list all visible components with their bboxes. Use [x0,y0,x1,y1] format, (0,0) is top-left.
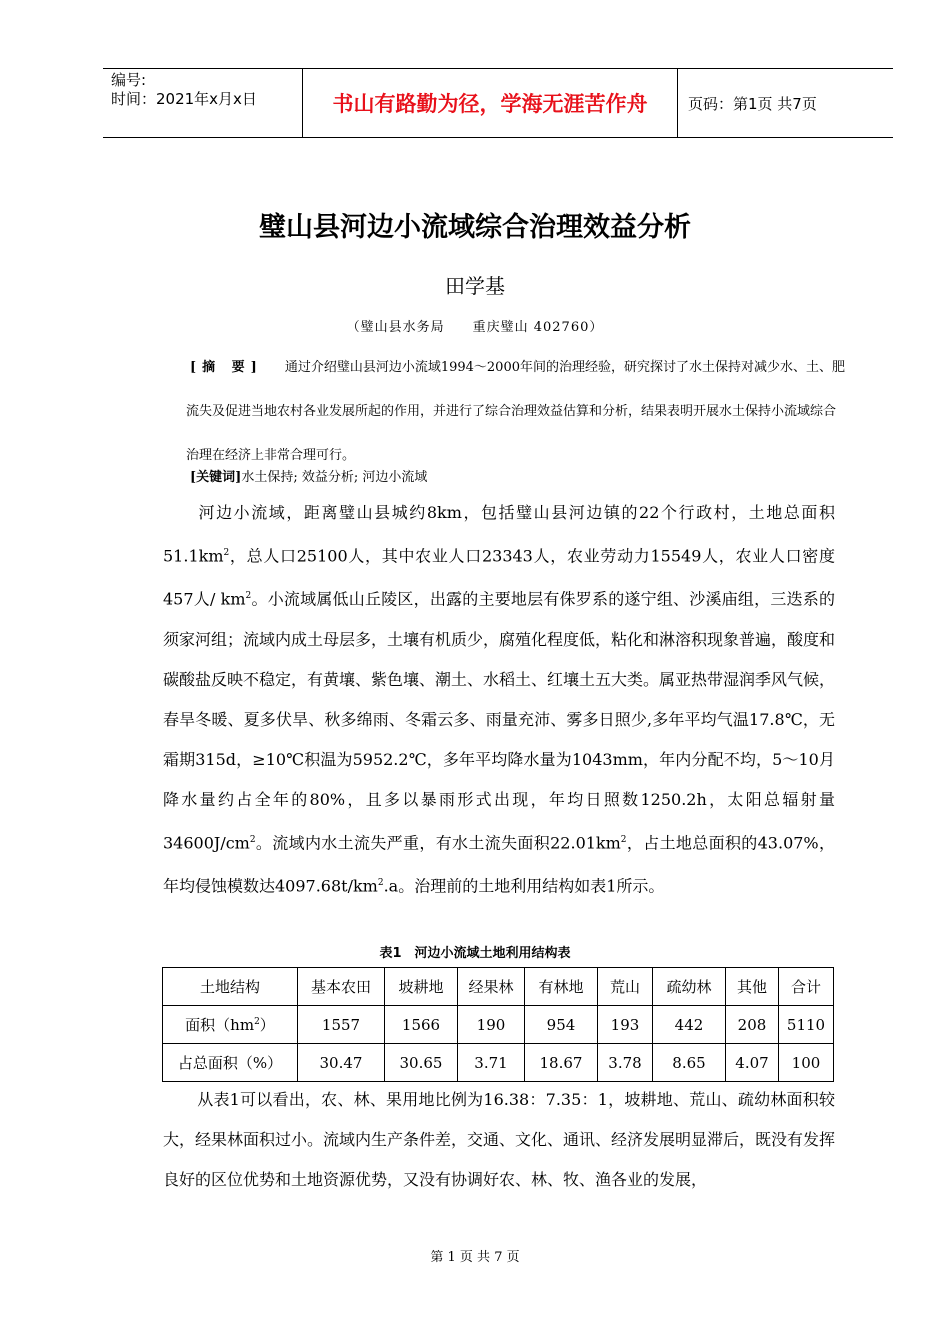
keywords [190,466,427,485]
table-cell: 30.47 [298,1044,385,1082]
abstract [186,346,846,478]
page-header [103,68,893,138]
table-header-cell: 经果林 [458,968,525,1006]
table-header-cell: 合计 [779,968,834,1006]
table-row [163,1044,834,1082]
affiliation: （璧山县水务局 重庆璧山 402760） [346,320,604,335]
table-cell: 8.65 [653,1044,726,1082]
table-cell: 100 [779,1044,834,1082]
table-cell: 4.07 [726,1044,779,1082]
table-header-cell: 疏幼林 [653,968,726,1006]
document-title: 璧山县河边小流域综合治理效益分析 [259,212,691,243]
table-row-label: 占总面积（%） [163,1044,298,1082]
table-header-cell: 有林地 [525,968,598,1006]
table-header-row [163,968,834,1006]
table-cell: 18.67 [525,1044,598,1082]
table-cell: 1557 [298,1006,385,1044]
table-cell: 193 [598,1006,653,1044]
table-header-cell: 土地结构 [163,968,298,1006]
table-cell: 1566 [385,1006,458,1044]
time-label: 时间：2021年x月x日 [111,90,257,108]
table-header-cell: 荒山 [598,968,653,1006]
table-cell: 190 [458,1006,525,1044]
keywords-text: 水土保持; 效益分析; 河边小流域 [241,470,428,485]
table-cell: 208 [726,1006,779,1044]
keywords-label: [关键词] [190,470,242,485]
table-cell: 30.65 [385,1044,458,1082]
header-meta [103,69,303,137]
table-header-cell: 其他 [726,968,779,1006]
table-header-cell: 坡耕地 [385,968,458,1006]
table-row-label: 面积$(hm^2)$ [163,1006,298,1044]
paragraph-1: 河边小流域，距离璧山县城约8km，包括璧山县河边镇的22个行政村，土地总面积$51.1km^2$，总人口25100人，其中农业人口23343人，农业劳动力15549人，农业人口密度457人/ $km^2$。小流域属低山丘陵区，出露的主要地层有侏罗系的遂宁组、沙溪庙组，三迭系的须家河组；流域内成土母层多，土壤有机质少，腐殖化程度低，粘化和淋溶积现象普遍，酸度和碳酸盐反映不稳定，有黄壤、紫色壤、潮土、水稻土、红壤土五大类。属亚热带湿润季风气候，春旱冬暖、夏多伏旱、秋多绵雨、冬霜云多、雨量充沛、雾多日照少,多年平均气温17.8℃，无霜期315d，≥10℃积温为5952.2℃，多年平均降水量为1043mm，年内分配不均，5～10月降水量约占全年的80%，且多以暴雨形式出现，年均日照数1250.2h，太阳总辐射量$34600J/cm^2$。流域内水土流失严重，有水土流失面积$22.01km^2$，占土地总面积的43.07%，年均侵蚀模数达$4097.68t/km^2.a$。治理前的土地利用结构如表1所示。 [163,503,836,896]
abstract-label: [摘 要] [190,360,263,375]
page-footer: 第 1 页 共 7 页 [430,1250,520,1265]
table-cell: 3.78 [598,1044,653,1082]
header-page-info: 页码：第1页 共7页 [688,94,817,113]
table-cell: 954 [525,1006,598,1044]
land-use-table [162,967,834,1082]
author: 田学基 [445,274,505,298]
header-motto: 书山有路勤为径，学海无涯苦作舟 [303,69,678,137]
number-label: 编号: [111,71,147,89]
table-row [163,1006,834,1044]
table-caption: 表1 河边小流域土地利用结构表 [379,946,571,961]
table-cell: 442 [653,1006,726,1044]
paragraph-2: 从表1可以看出，农、林、果用地比例为16.38：7.35：1，坡耕地、荒山、疏幼林面积较大，经果林面积过小。流域内生产条件差，交通、文化、通讯、经济发展明显滞后，既没有发挥良好的区位优势和土地资源优势，又没有协调好农、林、牧、渔各业的发展， [163,1090,836,1189]
table-cell: 3.71 [458,1044,525,1082]
table-cell: 5110 [779,1006,834,1044]
abstract-text: 通过介绍璧山县河边小流域1994～2000年间的治理经验，研究探讨了水土保持对减少水、土、肥流失及促进当地农村各业发展所起的作用，并进行了综合治理效益估算和分析，结果表明开展水土保持小流域综合治理在经济上非常合理可行。 [186,360,845,463]
table-header-cell: 基本农田 [298,968,385,1006]
